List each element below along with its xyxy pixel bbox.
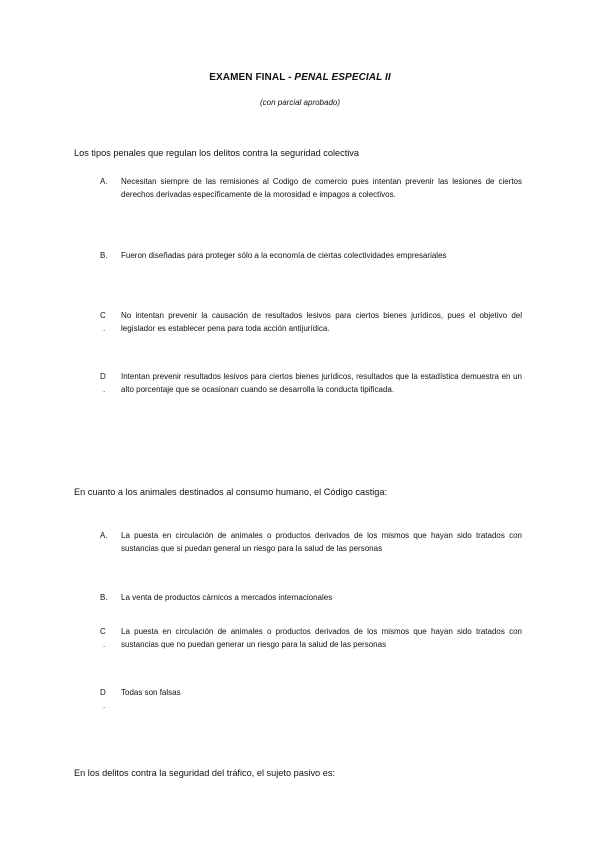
option-dot: . [103,324,106,333]
option-text: Fueron diseñadas para proteger sólo a la economía de ciertas colectividades empresariales [121,251,447,260]
option-letter: C [100,311,106,320]
option-letter: D [100,372,106,381]
option-text: La puesta en circulación de animales o productos derivados de los mismos que hayan sido tratados con sustancias que si puedan general un riesgo para la salud de las personas [121,531,522,553]
option-letter: D [100,688,106,697]
option-text: Intentan prevenir resultados lesivos para ciertos bienes jurídicos, resultados que la estadística demuestra en un alto porcentaje que se ocasionan cuando se desarrolla la conducta tipificada. [121,372,522,394]
option-letter: B. [100,251,108,260]
option-dot: . [103,385,106,394]
option-letter: A. [100,177,108,186]
option-letter: B. [100,593,108,602]
option-letter: C [100,627,106,636]
option-text: La venta de productos cárnicos a mercados internacionales [121,593,333,602]
question-2-stem: En cuanto a los animales destinados al consumo humano, el Código castiga: [74,487,388,497]
exam-title [0,72,600,83]
question-1-stem: Los tipos penales que regulan los delitos contra la seguridad colectiva [74,148,359,158]
option-dot: . [103,640,106,649]
option-text: Todas son falsas [121,688,181,697]
option-dot: . [103,701,106,710]
title-prefix: EXAMEN FINAL - [209,72,295,83]
option-letter: A. [100,531,108,540]
option-text: No intentan prevenir la causación de resultados lesivos para ciertos bienes jurídicos, pues el objetivo del legislador es establecer pena para toda acción antijurídica. [121,311,522,333]
exam-subtitle: (con parcial aprobado) [259,98,341,107]
title-subject: PENAL ESPECIAL II [294,72,391,83]
option-text: La puesta en circulación de animales o productos derivados de los mismos que hayan sido tratados con sustancias que no puedan generar un riesgo para la salud de las personas [121,627,522,649]
question-3-stem: En los delitos contra la seguridad del tráfico, el sujeto pasivo es: [74,768,335,778]
option-text: Necesitan siempre de las remisiones al Codigo de comercio pues intentan prevenir las lesiones de ciertos derechos derivadas específicamente de la morosidad e impagos a colectivos. [121,177,522,199]
